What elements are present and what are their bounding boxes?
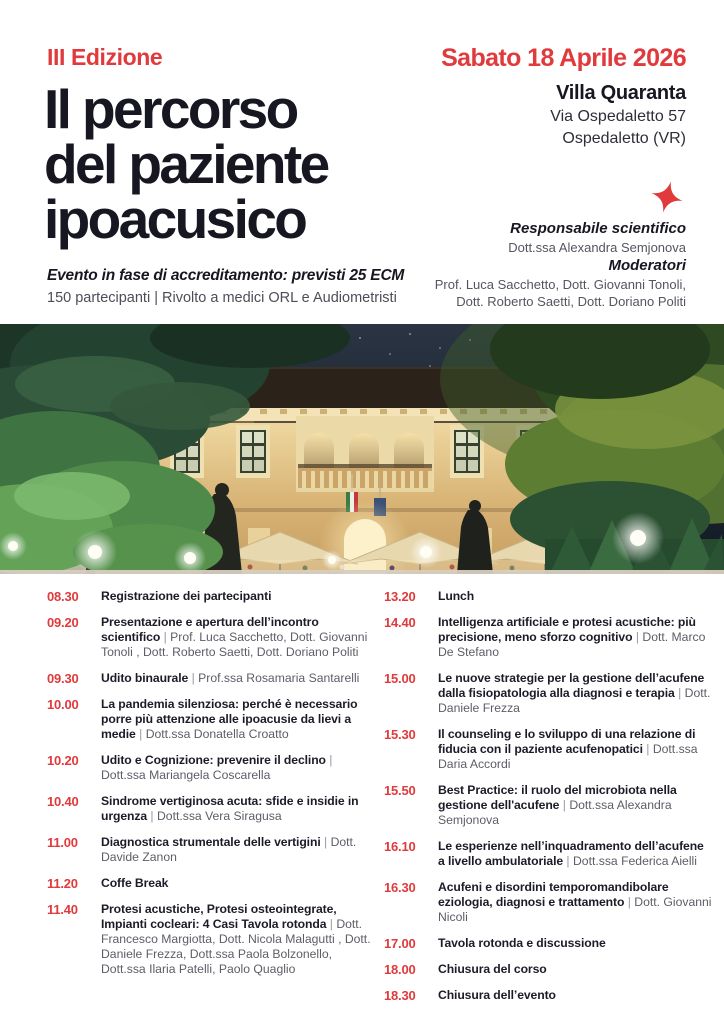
session-speakers: Dott. Marco De Stefano bbox=[438, 630, 706, 659]
session-title: Udito binaurale bbox=[101, 671, 189, 685]
edition-label: III Edizione bbox=[47, 44, 163, 70]
session-time: 11.00 bbox=[47, 835, 78, 850]
session-description bbox=[438, 988, 556, 1003]
session-separator: | bbox=[320, 835, 331, 849]
session-title: Il counseling e lo sviluppo di una relazione di fiducia con il paziente acufenopatici bbox=[438, 727, 696, 756]
session-speakers: Dott.ssa Mariangela Coscarella bbox=[101, 768, 271, 782]
session-time: 14.40 bbox=[384, 615, 416, 630]
session-time: 18.00 bbox=[384, 962, 416, 977]
session-description bbox=[438, 671, 712, 716]
session-title: Coffe Break bbox=[101, 876, 169, 890]
schedule-item bbox=[384, 962, 712, 977]
session-title: Diagnostica strumentale delle vertigini bbox=[101, 835, 321, 849]
villa-night-illustration bbox=[0, 324, 724, 574]
session-time: 15.50 bbox=[384, 783, 416, 798]
session-separator: | bbox=[563, 854, 573, 868]
session-separator: | bbox=[160, 630, 171, 644]
session-separator: | bbox=[674, 686, 685, 700]
schedule-item bbox=[47, 589, 373, 604]
schedule-item bbox=[384, 727, 712, 772]
session-time: 15.00 bbox=[384, 671, 416, 686]
session-speakers: Dott.ssa Donatella Croatto bbox=[145, 727, 289, 741]
schedule-item bbox=[47, 835, 373, 865]
session-time: 13.20 bbox=[384, 589, 416, 604]
session-description bbox=[438, 936, 606, 951]
page-title-line-3: ipoacusico bbox=[44, 188, 306, 250]
event-date: Sabato 18 Aprile 2026 bbox=[441, 44, 686, 72]
session-description bbox=[101, 697, 373, 742]
page-title-line-1: Il percorso bbox=[44, 78, 297, 140]
session-title: Registrazione dei partecipanti bbox=[101, 589, 272, 603]
session-speakers: Dott.ssa Alexandra Semjonova bbox=[438, 798, 672, 827]
schedule-column-afternoon bbox=[384, 589, 712, 1014]
session-title: Protesi acustiche, Protesi osteointegrate, Impianti cocleari: 4 Casi Tavola rotonda bbox=[101, 902, 337, 931]
session-title: La pandemia silenziosa: perché è necessario porre più attenzione alle ipoacusie da lievi a medie bbox=[101, 697, 358, 741]
session-description bbox=[438, 589, 474, 604]
session-speakers: Dott. Davide Zanon bbox=[101, 835, 357, 864]
participants-note: 150 partecipanti | Rivolto a medici ORL e Audiometristi bbox=[47, 290, 397, 306]
schedule-item bbox=[384, 783, 712, 828]
schedule-item bbox=[47, 753, 373, 783]
schedule-item bbox=[47, 902, 373, 977]
session-time: 10.00 bbox=[47, 697, 79, 712]
session-title: Acufeni e disordini temporomandibolare eziologia, diagnosi e trattamento bbox=[438, 880, 669, 909]
moderators-line-1: Prof. Luca Sacchetto, Dott. Giovanni Tonoli, bbox=[434, 277, 686, 292]
session-title: Sindrome vertiginosa acuta: sfide e insidie in urgenza bbox=[101, 794, 359, 823]
session-speakers: Dott.ssa Daria Accordi bbox=[438, 742, 698, 771]
session-separator: | bbox=[559, 798, 570, 812]
session-time: 09.30 bbox=[47, 671, 79, 686]
session-description bbox=[101, 589, 271, 604]
schedule-item bbox=[47, 697, 373, 742]
session-separator: | bbox=[624, 895, 635, 909]
session-title: Tavola rotonda e discussione bbox=[438, 936, 606, 950]
schedule-item bbox=[47, 876, 373, 891]
session-time: 09.20 bbox=[47, 615, 79, 630]
sparkle-icon bbox=[646, 176, 687, 217]
session-title: Best Practice: il ruolo del microbiota nella gestione dell'acufene bbox=[438, 783, 677, 812]
schedule-item bbox=[47, 671, 373, 686]
session-title: Lunch bbox=[438, 589, 475, 603]
schedule-item bbox=[384, 880, 712, 925]
session-description bbox=[438, 727, 712, 772]
session-title: Le esperienze nell’inquadramento dell’acufene a livello ambulatoriale bbox=[438, 839, 704, 868]
session-time: 11.40 bbox=[47, 902, 78, 917]
schedule-column-morning bbox=[47, 589, 373, 988]
session-speakers: Prof.ssa Rosamaria Santarelli bbox=[198, 671, 360, 685]
session-description bbox=[101, 902, 373, 977]
session-time: 11.20 bbox=[47, 876, 78, 891]
session-description bbox=[101, 671, 359, 686]
session-speakers: Dott. Francesco Margiotta, Dott. Nicola Malagutti , Dott. Daniele Frezza, Dott.ssa Paola Bolzonello, Dott.ssa Ilaria Patelli, Paolo Quaglio bbox=[101, 917, 371, 976]
session-time: 10.40 bbox=[47, 794, 79, 809]
schedule-item bbox=[47, 615, 373, 660]
scientific-lead-name: Dott.ssa Alexandra Semjonova bbox=[508, 240, 686, 255]
session-description bbox=[438, 783, 712, 828]
session-description bbox=[438, 962, 547, 977]
session-time: 08.30 bbox=[47, 589, 79, 604]
session-speakers: Dott. Giovanni Nicoli bbox=[438, 895, 712, 924]
schedule-item bbox=[384, 936, 712, 951]
session-time: 18.30 bbox=[384, 988, 416, 1003]
session-separator: | bbox=[188, 671, 199, 685]
page-title bbox=[44, 78, 328, 250]
session-description bbox=[438, 880, 712, 925]
venue-address-line2: Ospedaletto (VR) bbox=[562, 130, 686, 147]
session-separator: | bbox=[642, 742, 653, 756]
session-description bbox=[438, 615, 712, 660]
session-description bbox=[101, 615, 373, 660]
session-time: 17.00 bbox=[384, 936, 416, 951]
venue-name: Villa Quaranta bbox=[556, 82, 686, 104]
session-description bbox=[101, 876, 168, 891]
session-title: Udito e Cognizione: prevenire il declino bbox=[101, 753, 326, 767]
schedule-item bbox=[384, 589, 712, 604]
session-speakers: Dott.ssa Vera Siragusa bbox=[156, 809, 282, 823]
session-title: Presentazione e apertura dell’incontro scientifico bbox=[101, 615, 319, 644]
session-title: Chiusura dell’evento bbox=[438, 988, 556, 1002]
session-time: 15.30 bbox=[384, 727, 416, 742]
page-title-line-2: del paziente bbox=[44, 133, 328, 195]
schedule-item bbox=[384, 671, 712, 716]
schedule-item bbox=[384, 988, 712, 1003]
session-description bbox=[101, 753, 373, 783]
session-separator: | bbox=[632, 630, 643, 644]
session-separator: | bbox=[325, 753, 333, 767]
session-description bbox=[101, 794, 373, 824]
session-title: Le nuove strategie per la gestione dell’acufene dalla fisiopatologia alla diagnosi e terapia bbox=[438, 671, 705, 700]
session-separator: | bbox=[147, 809, 157, 823]
session-separator: | bbox=[135, 727, 146, 741]
session-time: 16.30 bbox=[384, 880, 416, 895]
event-photo bbox=[0, 324, 724, 574]
accreditation-note: Evento in fase di accreditamento: previsti 25 ECM bbox=[47, 267, 405, 284]
session-speakers: Dott. Daniele Frezza bbox=[438, 686, 711, 715]
scientific-lead-label: Responsabile scientifico bbox=[510, 220, 686, 237]
schedule-item bbox=[384, 839, 712, 869]
session-speakers: Dott.ssa Federica Aielli bbox=[573, 854, 697, 868]
session-description bbox=[438, 839, 712, 869]
venue-address-line1: Via Ospedaletto 57 bbox=[550, 108, 686, 125]
moderators-label: Moderatori bbox=[608, 257, 686, 274]
session-time: 16.10 bbox=[384, 839, 416, 854]
session-title: Chiusura del corso bbox=[438, 962, 547, 976]
moderators-line-2: Dott. Roberto Saetti, Dott. Doriano Politi bbox=[456, 294, 686, 309]
schedule-item bbox=[47, 794, 373, 824]
session-separator: | bbox=[326, 917, 337, 931]
session-speakers: Prof. Luca Sacchetto, Dott. Giovanni Tonoli , Dott. Roberto Saetti, Dott. Doriano Politi bbox=[101, 630, 368, 659]
session-title: Intelligenza artificiale e protesi acustiche: più precisione, meno sforzo cognitivo bbox=[438, 615, 696, 644]
session-description bbox=[101, 835, 373, 865]
session-time: 10.20 bbox=[47, 753, 79, 768]
schedule-item bbox=[384, 615, 712, 660]
